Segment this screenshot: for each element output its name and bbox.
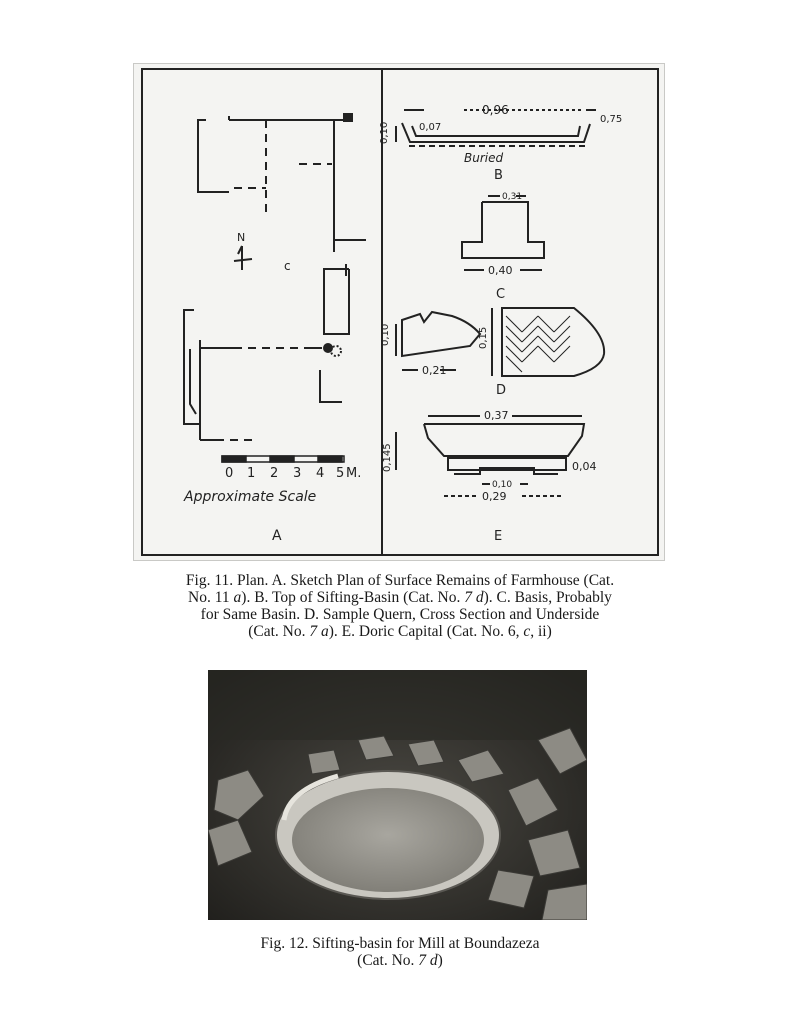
d-height-right: 0,15 xyxy=(478,326,489,349)
c-top-width: 0,31 xyxy=(502,192,523,202)
b-width-top: 0,96 xyxy=(482,103,509,117)
scale-bar xyxy=(222,456,344,462)
e-height: 0,145 xyxy=(382,443,393,472)
panel-a-plan xyxy=(184,114,366,440)
fig12-caption-line-2: (Cat. No. 7 d) xyxy=(357,952,443,969)
b-depth-left: 0,10 xyxy=(379,121,390,144)
fig11-caption-line-4: (Cat. No. 7 a). E. Doric Capital (Cat. No. 6, c, ii) xyxy=(248,623,552,640)
room-mark: c xyxy=(284,259,291,273)
scale-tick-2: 2 xyxy=(270,466,279,481)
basin-floor xyxy=(292,788,484,892)
scale-tick-3: 3 xyxy=(293,466,302,481)
panel-e-letter: E xyxy=(494,529,503,544)
figure-11-plate xyxy=(133,63,665,561)
panel-a-letter: A xyxy=(272,528,282,544)
figure-12-caption xyxy=(120,935,680,969)
sifting-basin-photo xyxy=(208,670,587,920)
north-label: N xyxy=(237,231,246,244)
e-step: 0,04 xyxy=(572,460,597,473)
fig11-caption-line-1: Fig. 11. Plan. A. Sketch Plan of Surface Remains of Farmhouse (Cat. xyxy=(185,572,615,589)
panel-d-letter: D xyxy=(496,383,507,398)
figure-11-caption xyxy=(120,572,680,640)
b-rim-right: 0,75 xyxy=(600,114,623,125)
scale-tick-1: 1 xyxy=(247,466,256,481)
scale-tick-5: 5 xyxy=(336,466,345,481)
panel-b-letter: B xyxy=(494,168,503,183)
scale-tick-0: 0 xyxy=(225,466,234,481)
fig11-caption-line-2: No. 11 a). B. Top of Sifting-Basin (Cat. No. 7 d). C. Basis, Probably xyxy=(188,589,612,606)
e-top-width: 0,37 xyxy=(484,409,509,422)
figure-12-photo xyxy=(208,670,587,920)
scale-label: Approximate Scale xyxy=(184,489,317,505)
e-base-width: 0,29 xyxy=(482,490,507,503)
panel-c-letter: C xyxy=(496,287,506,302)
scale-unit: M. xyxy=(346,466,362,481)
c-base-width: 0,40 xyxy=(488,264,513,277)
figure-11-drawing xyxy=(134,64,666,562)
panel-c-basis xyxy=(462,196,544,270)
panel-e-capital xyxy=(396,416,584,496)
d-height-left: 0,10 xyxy=(380,323,391,346)
d-width: 0,21 xyxy=(422,364,447,377)
e-inner: 0,10 xyxy=(492,480,513,490)
scale-tick-4: 4 xyxy=(316,466,325,481)
scale-ticks xyxy=(225,466,361,481)
b-buried: Buried xyxy=(464,151,504,165)
fig12-caption-line-1: Fig. 12. Sifting-basin for Mill at Boundazeza xyxy=(260,935,540,952)
fig11-caption-line-3: for Same Basin. D. Sample Quern, Cross Section and Underside xyxy=(200,606,600,623)
b-rim-inner: 0,07 xyxy=(419,122,442,133)
d-hatching xyxy=(506,316,570,372)
